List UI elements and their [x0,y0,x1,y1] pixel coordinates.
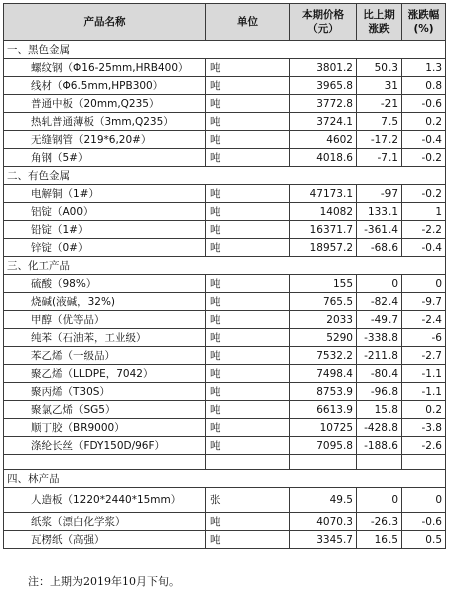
pct: -2.7 [402,347,446,365]
price: 14082 [290,203,357,221]
table-row [4,239,446,257]
price: 4070.3 [290,513,357,531]
product-name: 苯乙烯（一级品） [4,347,206,365]
table-row [4,149,446,167]
section-row [4,257,446,275]
pct: -0.4 [402,131,446,149]
price: 6613.9 [290,401,357,419]
table-row [4,329,446,347]
change: -211.8 [357,347,402,365]
table-row [4,531,446,549]
table-row [4,59,446,77]
pct: -0.4 [402,239,446,257]
table-row [4,365,446,383]
price-table [3,3,446,549]
pct: -1.1 [402,365,446,383]
change: 50.3 [357,59,402,77]
pct: -2.6 [402,437,446,455]
table-row [4,203,446,221]
section-title: 二、有色金属 [4,167,446,185]
unit: 吨 [206,365,290,383]
header-pct [402,4,446,41]
product-name: 涤纶长丝（FDY150D/96F） [4,437,206,455]
price: 4602 [290,131,357,149]
change: -7.1 [357,149,402,167]
unit: 吨 [206,131,290,149]
spacer-cell [206,455,290,470]
price: 2033 [290,311,357,329]
unit: 吨 [206,221,290,239]
pct: -0.6 [402,95,446,113]
pct: 0.2 [402,113,446,131]
product-name: 无缝钢管（219*6,20#） [4,131,206,149]
unit: 吨 [206,275,290,293]
price: 3724.1 [290,113,357,131]
price: 10725 [290,419,357,437]
unit: 吨 [206,149,290,167]
section-title: 一、黑色金属 [4,41,446,59]
product-name: 纸浆（漂白化学浆） [4,513,206,531]
unit: 吨 [206,203,290,221]
pct: -0.2 [402,185,446,203]
table-row [4,347,446,365]
header-unit: 单位 [206,4,290,41]
price-table-container [3,3,445,549]
unit: 吨 [206,77,290,95]
unit: 吨 [206,437,290,455]
product-name: 铝锭（A00） [4,203,206,221]
product-name: 甲醇（优等品） [4,311,206,329]
section-row [4,470,446,488]
header-row [4,4,446,41]
pct: -2.2 [402,221,446,239]
table-row [4,293,446,311]
price: 7095.8 [290,437,357,455]
unit: 吨 [206,347,290,365]
change: -82.4 [357,293,402,311]
price: 5290 [290,329,357,347]
section-title: 三、化工产品 [4,257,446,275]
price: 47173.1 [290,185,357,203]
product-name: 聚氯乙烯（SG5） [4,401,206,419]
header-pct-line1: 涨跌幅 [407,9,440,21]
price: 155 [290,275,357,293]
table-row [4,275,446,293]
unit: 吨 [206,419,290,437]
unit: 吨 [206,401,290,419]
change: 0 [357,488,402,513]
product-name: 人造板（1220*2440*15mm） [4,488,206,513]
table-row [4,401,446,419]
price: 4018.6 [290,149,357,167]
spacer-cell [4,455,206,470]
table-row [4,221,446,239]
price: 49.5 [290,488,357,513]
unit: 吨 [206,239,290,257]
footnote: 注：上期为2019年10月下旬。 [28,575,180,588]
header-change-line2: 涨跌 [368,23,390,35]
price: 3965.8 [290,77,357,95]
section-row [4,41,446,59]
product-name: 顺丁胶（BR9000） [4,419,206,437]
header-name: 产品名称 [4,4,206,41]
section-row [4,167,446,185]
change: -26.3 [357,513,402,531]
header-price-line1: 本期价格 [302,9,344,21]
unit: 吨 [206,59,290,77]
change: 15.8 [357,401,402,419]
change: -68.6 [357,239,402,257]
price: 18957.2 [290,239,357,257]
header-price [290,4,357,41]
change: -80.4 [357,365,402,383]
unit: 张 [206,488,290,513]
product-name: 线材（Φ6.5mm,HPB300） [4,77,206,95]
change: -17.2 [357,131,402,149]
table-row [4,419,446,437]
table-row [4,311,446,329]
unit: 吨 [206,113,290,131]
pct: -6 [402,329,446,347]
table-row [4,513,446,531]
header-change-line1: 比上期 [363,9,395,21]
unit: 吨 [206,329,290,347]
pct: 0.8 [402,77,446,95]
change: 133.1 [357,203,402,221]
unit: 吨 [206,513,290,531]
change: -428.8 [357,419,402,437]
product-name: 普通中板（20mm,Q235） [4,95,206,113]
product-name: 聚乙烯（LLDPE，7042） [4,365,206,383]
section-title: 四、林产品 [4,470,446,488]
table-row [4,113,446,131]
price: 3772.8 [290,95,357,113]
table-row [4,77,446,95]
unit: 吨 [206,95,290,113]
table-row [4,95,446,113]
change: -21 [357,95,402,113]
header-change [357,4,402,41]
change: -361.4 [357,221,402,239]
header-price-line2: （元） [307,23,339,35]
table-row [4,185,446,203]
change: -97 [357,185,402,203]
pct: -9.7 [402,293,446,311]
pct: -0.2 [402,149,446,167]
product-name: 聚丙烯（T30S） [4,383,206,401]
product-name: 螺纹钢（Φ16-25mm,HRB400） [4,59,206,77]
pct: 0 [402,275,446,293]
spacer-cell [357,455,402,470]
unit: 吨 [206,383,290,401]
change: 16.5 [357,531,402,549]
header-pct-line2: (%) [413,23,434,35]
pct: -3.8 [402,419,446,437]
unit: 吨 [206,293,290,311]
product-name: 电解铜（1#） [4,185,206,203]
table-body [4,41,446,549]
change: 31 [357,77,402,95]
change: -188.6 [357,437,402,455]
unit: 吨 [206,531,290,549]
price: 3801.2 [290,59,357,77]
table-row [4,383,446,401]
product-name: 热轧普通薄板（3mm,Q235） [4,113,206,131]
pct: -1.1 [402,383,446,401]
price: 7532.2 [290,347,357,365]
pct: -0.6 [402,513,446,531]
product-name: 瓦楞纸（高强） [4,531,206,549]
unit: 吨 [206,311,290,329]
price: 3345.7 [290,531,357,549]
price: 8753.9 [290,383,357,401]
product-name: 铅锭（1#） [4,221,206,239]
change: -338.8 [357,329,402,347]
change: -96.8 [357,383,402,401]
product-name: 角钢（5#） [4,149,206,167]
pct: -2.4 [402,311,446,329]
table-row [4,131,446,149]
pct: 0.2 [402,401,446,419]
spacer-row [4,455,446,470]
pct: 0 [402,488,446,513]
product-name: 纯苯（石油苯，工业级） [4,329,206,347]
table-row [4,488,446,513]
price: 765.5 [290,293,357,311]
pct: 0.5 [402,531,446,549]
spacer-cell [402,455,446,470]
spacer-cell [290,455,357,470]
product-name: 锌锭（0#） [4,239,206,257]
change: -49.7 [357,311,402,329]
price: 16371.7 [290,221,357,239]
change: 0 [357,275,402,293]
change: 7.5 [357,113,402,131]
table-row [4,437,446,455]
product-name: 硫酸（98%） [4,275,206,293]
pct: 1 [402,203,446,221]
product-name: 烧碱(液碱，32%) [4,293,206,311]
unit: 吨 [206,185,290,203]
pct: 1.3 [402,59,446,77]
price: 7498.4 [290,365,357,383]
